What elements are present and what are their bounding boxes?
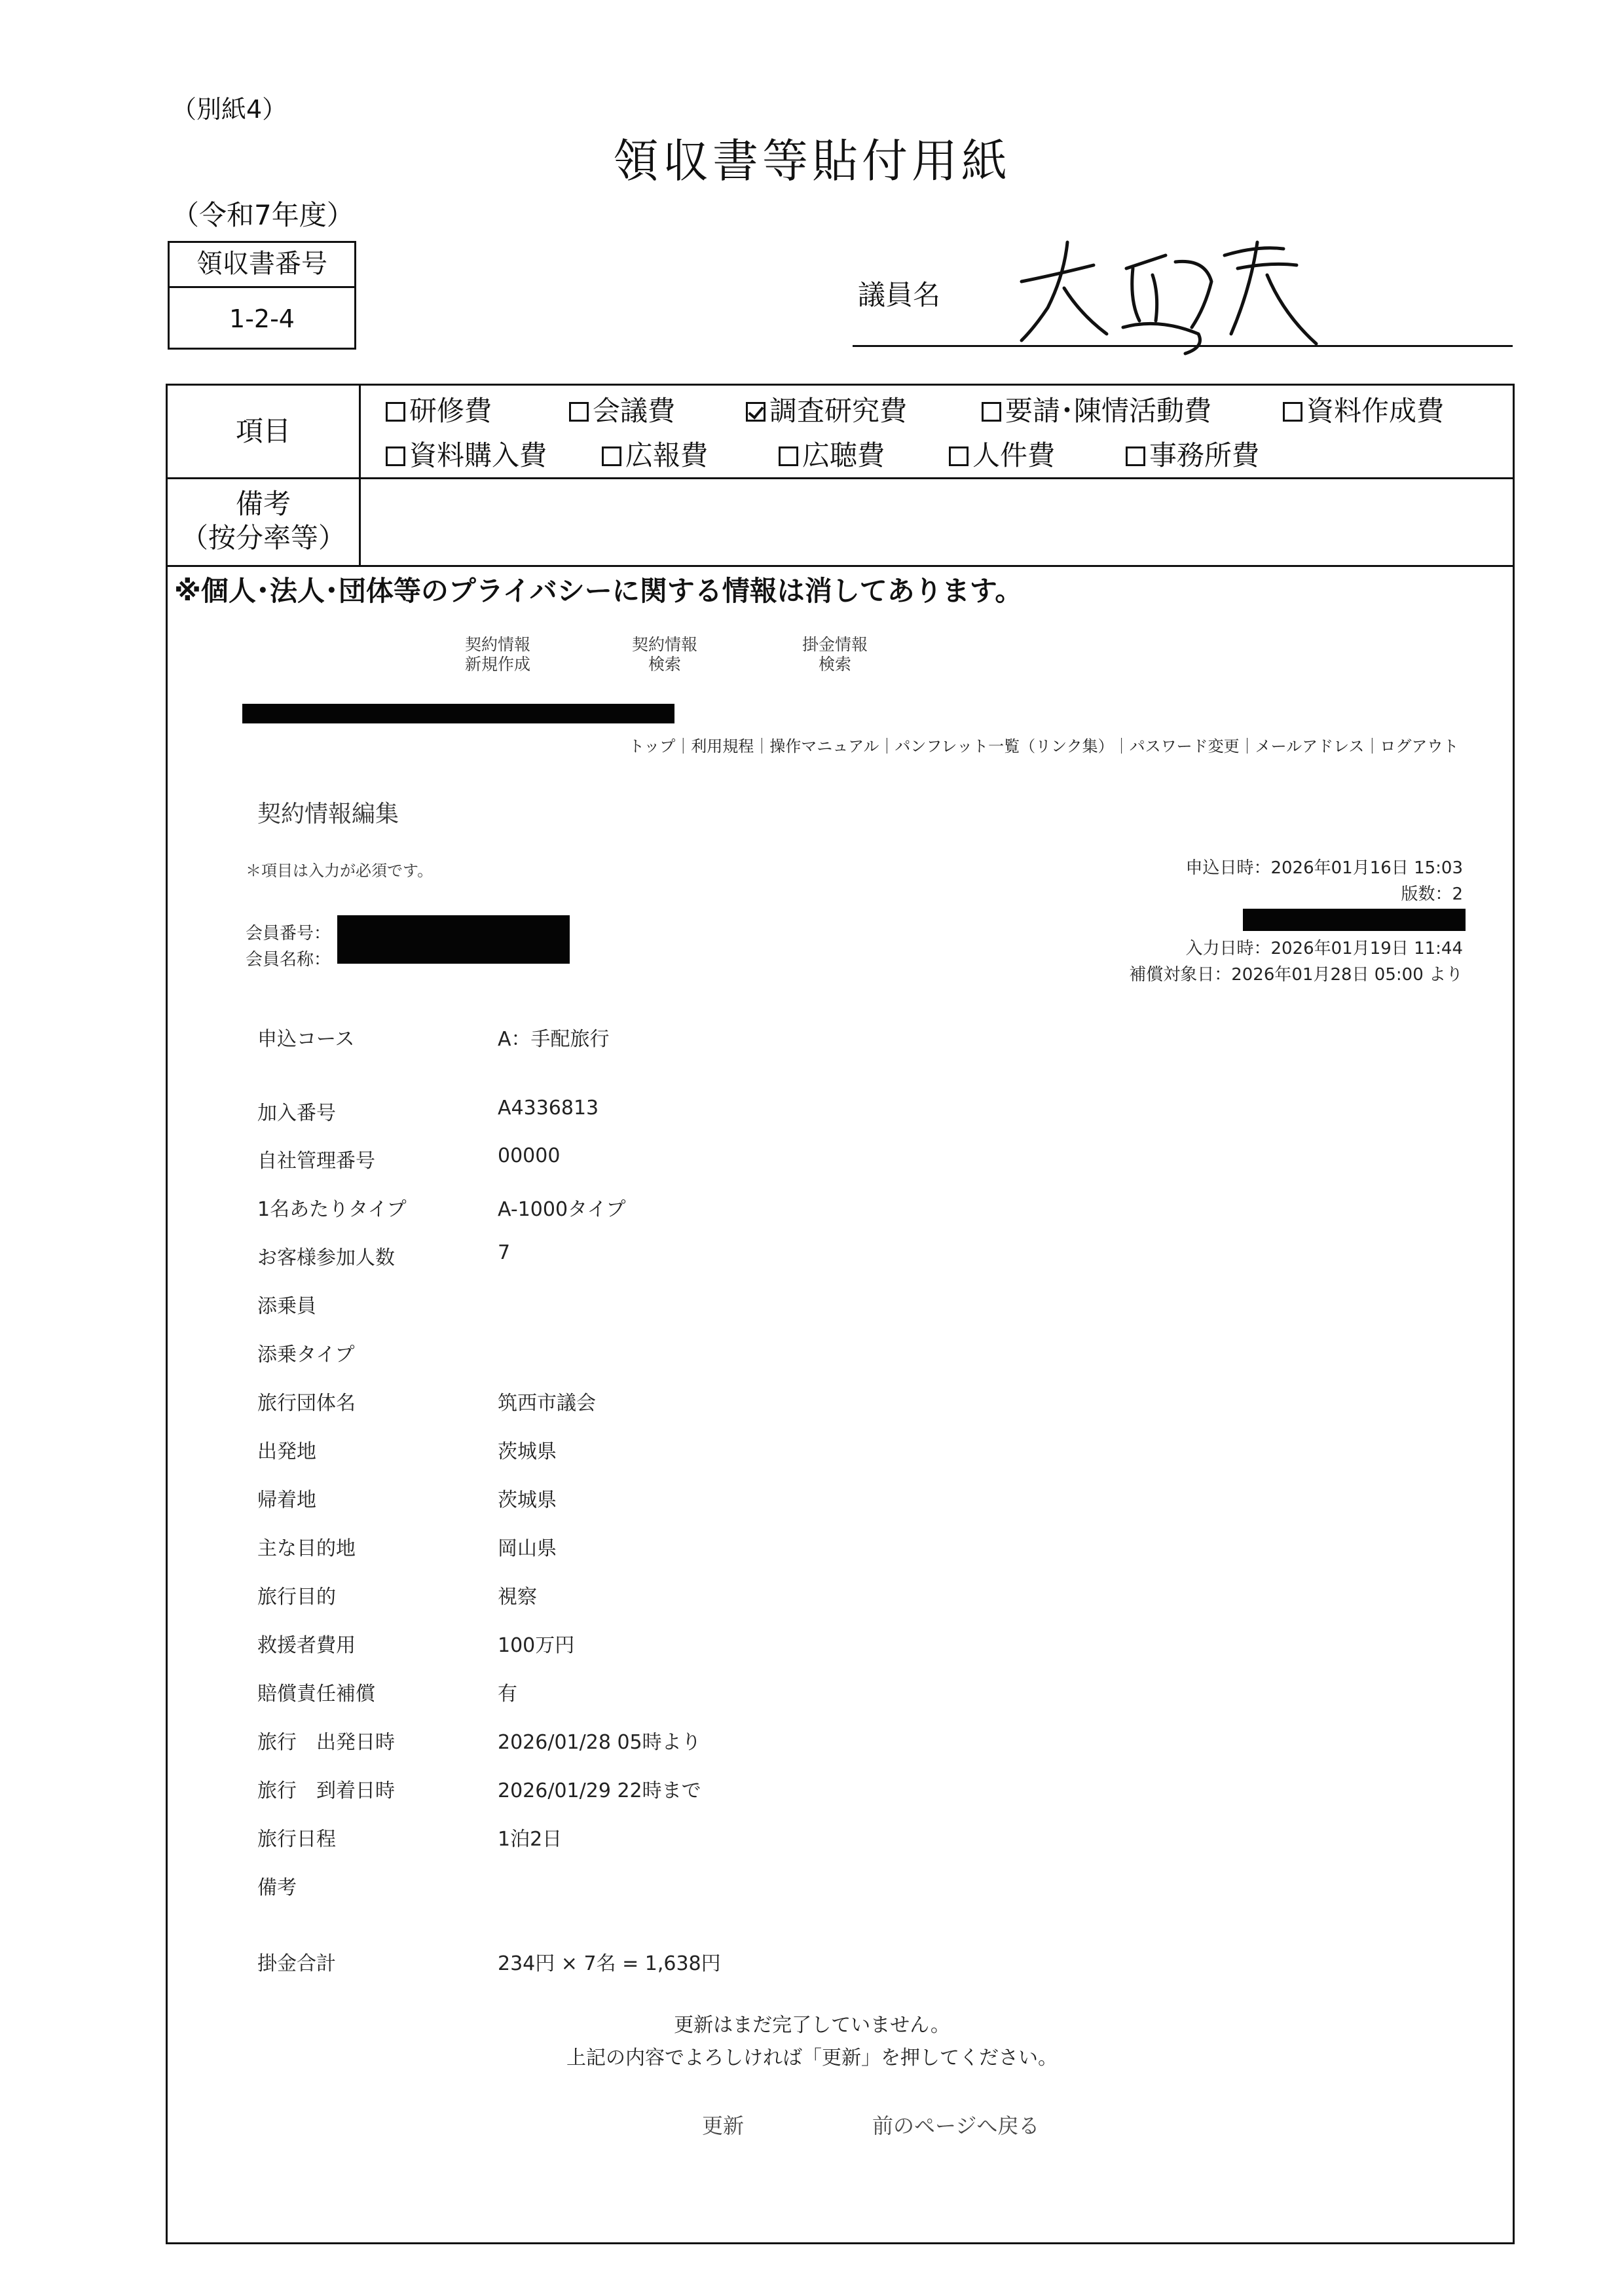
field-label: 旅行日程: [257, 1828, 336, 1851]
field-value: 2026/01/28 05時より: [498, 1731, 701, 1754]
category-petition[interactable]: 要請･陳情活動費: [982, 390, 1211, 429]
redaction-bar: [1243, 909, 1466, 931]
field-value: 茨城県: [498, 1440, 557, 1463]
checkbox-icon: [1283, 402, 1302, 422]
applied-at: 申込日時：2026年01月16日 15:03: [1185, 858, 1463, 878]
back-button[interactable]: 前のページへ戻る: [872, 2113, 1040, 2138]
entered-at: 入力日時：2026年01月19日 11:44: [1185, 939, 1463, 958]
field-value: A：手配旅行: [498, 1028, 610, 1051]
items-table: [166, 384, 1515, 567]
page-title: 領収書等貼付用紙: [613, 134, 1011, 188]
checkbox-checked-icon: [746, 402, 766, 422]
redaction-bar: [242, 704, 674, 723]
items-row: [168, 386, 1513, 479]
category-public-hearing[interactable]: 広聴費: [779, 434, 885, 473]
receipt-number-value: 1-2-4: [229, 304, 295, 333]
nav-new-contract[interactable]: 契約情報 新規作成: [465, 635, 531, 674]
member-name-underline: [853, 345, 1513, 347]
field-label: 自社管理番号: [257, 1150, 375, 1173]
nav-search-premium[interactable]: 掛金情報 検索: [802, 635, 868, 674]
version-number: 版数：2: [1401, 884, 1463, 904]
field-value: 視察: [498, 1586, 537, 1609]
field-label: 出発地: [257, 1440, 316, 1463]
privacy-note: ※個人･法人･団体等のプライバシーに関する情報は消してあります。: [174, 575, 1023, 607]
field-value: 1泊2日: [498, 1828, 563, 1851]
checkbox-icon: [982, 402, 1001, 422]
field-label: 備考: [257, 1876, 297, 1899]
checkbox-icon: [386, 402, 405, 422]
member-number-label: 会員番号：: [246, 924, 331, 943]
required-note: ＊項目は入力が必須です。: [246, 862, 434, 880]
category-training[interactable]: 研修費: [386, 390, 492, 429]
field-label: 主な目的地: [257, 1537, 356, 1560]
field-value: 岡山県: [498, 1537, 557, 1560]
field-label: 添乗タイプ: [257, 1343, 355, 1366]
field-label: 1名あたりタイプ: [257, 1198, 407, 1221]
field-label: 加入番号: [257, 1102, 336, 1125]
update-button[interactable]: 更新: [702, 2113, 745, 2138]
field-label: 旅行目的: [257, 1586, 336, 1609]
category-material-purchase[interactable]: 資料購入費: [386, 434, 547, 473]
field-label: 帰着地: [257, 1489, 316, 1512]
field-value: 筑西市議会: [498, 1392, 596, 1415]
field-value: 7: [498, 1241, 511, 1264]
field-label: 旅行 出発日時: [257, 1731, 395, 1754]
field-value: 有: [498, 1683, 517, 1705]
nav-search-contract[interactable]: 契約情報 検索: [632, 635, 698, 674]
field-value: A-1000タイプ: [498, 1198, 626, 1221]
receipt-number-box: [168, 241, 356, 350]
field-value: 00000: [498, 1144, 561, 1167]
member-name-label: 議員名: [858, 279, 941, 311]
total-label: 掛金合計: [257, 1952, 336, 1975]
coverage-start: 補償対象日：2026年01月28日 05:00 より: [1129, 965, 1463, 985]
checkbox-icon: [602, 446, 621, 466]
field-value: 100万円: [498, 1634, 575, 1657]
checkbox-icon: [1126, 446, 1145, 466]
field-value: 茨城県: [498, 1489, 557, 1512]
items-label: 項目: [168, 386, 361, 477]
category-office[interactable]: 事務所費: [1126, 434, 1259, 473]
section-title: 契約情報編集: [257, 801, 399, 828]
category-personnel[interactable]: 人件費: [949, 434, 1055, 473]
update-message-1: 更新はまだ完了していません。: [674, 2014, 950, 2037]
field-label: お客様参加人数: [257, 1247, 395, 1269]
fiscal-year: （令和7年度）: [172, 199, 354, 231]
field-value: A4336813: [498, 1097, 599, 1120]
field-label: 賠償責任補償: [257, 1683, 375, 1705]
field-value: 2026/01/29 22時まで: [498, 1779, 701, 1802]
field-label: 救援者費用: [257, 1634, 356, 1657]
receipt-number-label: 領収書番号: [170, 243, 354, 288]
checkbox-icon: [386, 446, 405, 466]
annex-label: （別紙4）: [172, 95, 287, 124]
total-value: 234円 × 7名 = 1,638円: [498, 1952, 721, 1975]
field-label: 旅行 到着日時: [257, 1779, 395, 1802]
field-label: 申込コース: [257, 1028, 355, 1051]
update-message-2: 上記の内容でよろしければ「更新」を押してください。: [566, 2047, 1058, 2069]
category-meeting[interactable]: 会議費: [569, 390, 675, 429]
field-label: 旅行団体名: [257, 1392, 356, 1415]
handwritten-signature: [1008, 229, 1336, 360]
field-label: 添乗員: [257, 1295, 316, 1318]
member-name-field-label: 会員名称：: [246, 950, 331, 970]
remarks-label: 備考 （按分率等）: [168, 477, 361, 565]
checkbox-icon: [569, 402, 589, 422]
redaction-bar: [337, 915, 570, 964]
checkbox-icon: [779, 446, 798, 466]
remarks-row: [168, 477, 1513, 565]
checkbox-icon: [949, 446, 969, 466]
category-research[interactable]: 調査研究費: [746, 390, 907, 429]
top-links[interactable]: トップ｜利用規程｜操作マニュアル｜パンフレット一覧（リンク集）｜パスワード変更｜メールアドレス｜ログアウト: [629, 737, 1459, 756]
category-public-relations[interactable]: 広報費: [602, 434, 708, 473]
category-material-creation[interactable]: 資料作成費: [1283, 390, 1444, 429]
